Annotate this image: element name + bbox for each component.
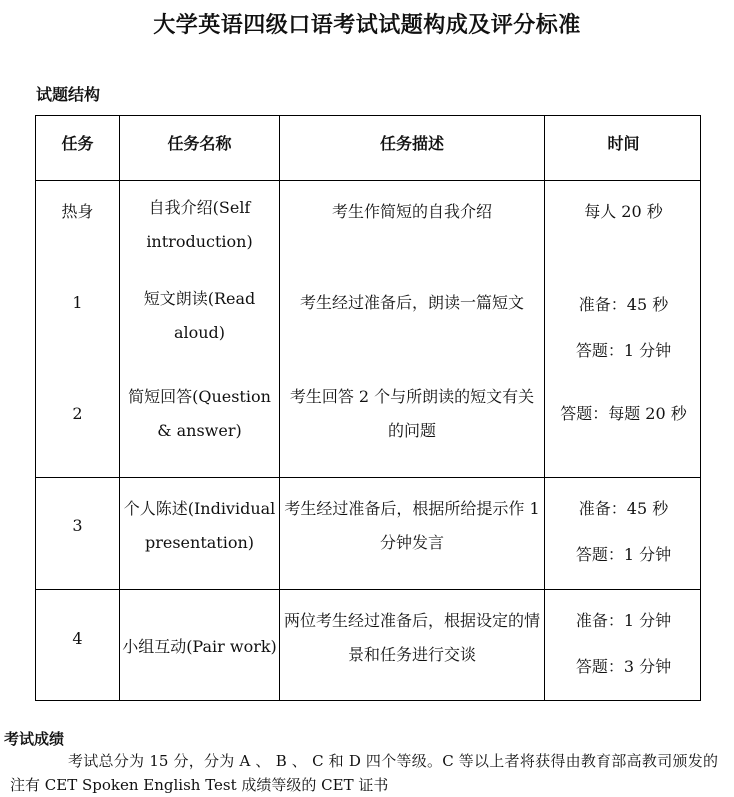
row-divider (36, 477, 700, 478)
page-title: 大学英语四级口语考试试题构成及评分标准 (153, 13, 581, 38)
row-warmup-description: 考生作简短的自我介绍 (331, 202, 492, 221)
row-3-prep-time: 准备：45 秒 (578, 499, 669, 518)
row-1-time (545, 260, 702, 396)
header-time: 时间 (607, 133, 640, 153)
row-divider (36, 589, 700, 590)
row-divider (36, 180, 700, 181)
row-4-name: 小组互动(Pair work) (122, 637, 277, 656)
row-4-task: 4 (72, 629, 83, 648)
row-4-time (545, 594, 702, 694)
row-2-description: 考生回答 2 个与所朗读的短文有关的问题 (289, 387, 535, 440)
header-task-name: 任务名称 (167, 133, 232, 153)
row-1-answer-time: 答题：1 分钟 (575, 341, 672, 360)
row-3-task: 3 (72, 516, 83, 535)
header-task-description: 任务描述 (379, 133, 444, 153)
row-warmup-task: 热身 (61, 202, 94, 221)
row-1-description: 考生经过准备后，朗读一篇短文 (299, 293, 524, 312)
section-heading-grades: 考试成绩 (4, 730, 65, 748)
row-4-prep-time: 准备：1 分钟 (575, 611, 672, 630)
row-3-time (545, 482, 702, 582)
row-warmup-time: 每人 20 秒 (584, 202, 663, 221)
row-3-name: 个人陈述(Individual presentation) (123, 499, 276, 552)
row-3-description: 考生经过准备后，根据所给提示作 1 分钟发言 (284, 499, 540, 552)
exam-structure-table (35, 115, 701, 701)
row-4-description: 两位考生经过准备后，根据设定的情景和任务进行交谈 (283, 611, 540, 664)
row-2-task: 2 (72, 404, 83, 423)
row-warmup-name: 自我介绍(Self introduction) (146, 198, 253, 251)
row-2-name: 简短回答(Question & answer) (128, 387, 271, 440)
row-1-task: 1 (72, 293, 83, 312)
grades-paragraph: 考试总分为 15 分，分为 A 、 B 、 C 和 D 四个等级。C 等以上者将获得由教育部高教司颁发的注有 CET Spoken English Test 成绩等级的 CET 证书 (10, 752, 718, 794)
row-3-answer-time: 答题：1 分钟 (575, 545, 672, 564)
header-task: 任务 (61, 133, 94, 153)
row-2-time: 答题：每题 20 秒 (560, 404, 687, 423)
row-1-name: 短文朗读(Read aloud) (143, 289, 256, 342)
row-4-answer-time: 答题：3 分钟 (575, 657, 672, 676)
section-heading-structure: 试题结构 (36, 85, 101, 104)
row-1-prep-time: 准备：45 秒 (578, 295, 669, 314)
